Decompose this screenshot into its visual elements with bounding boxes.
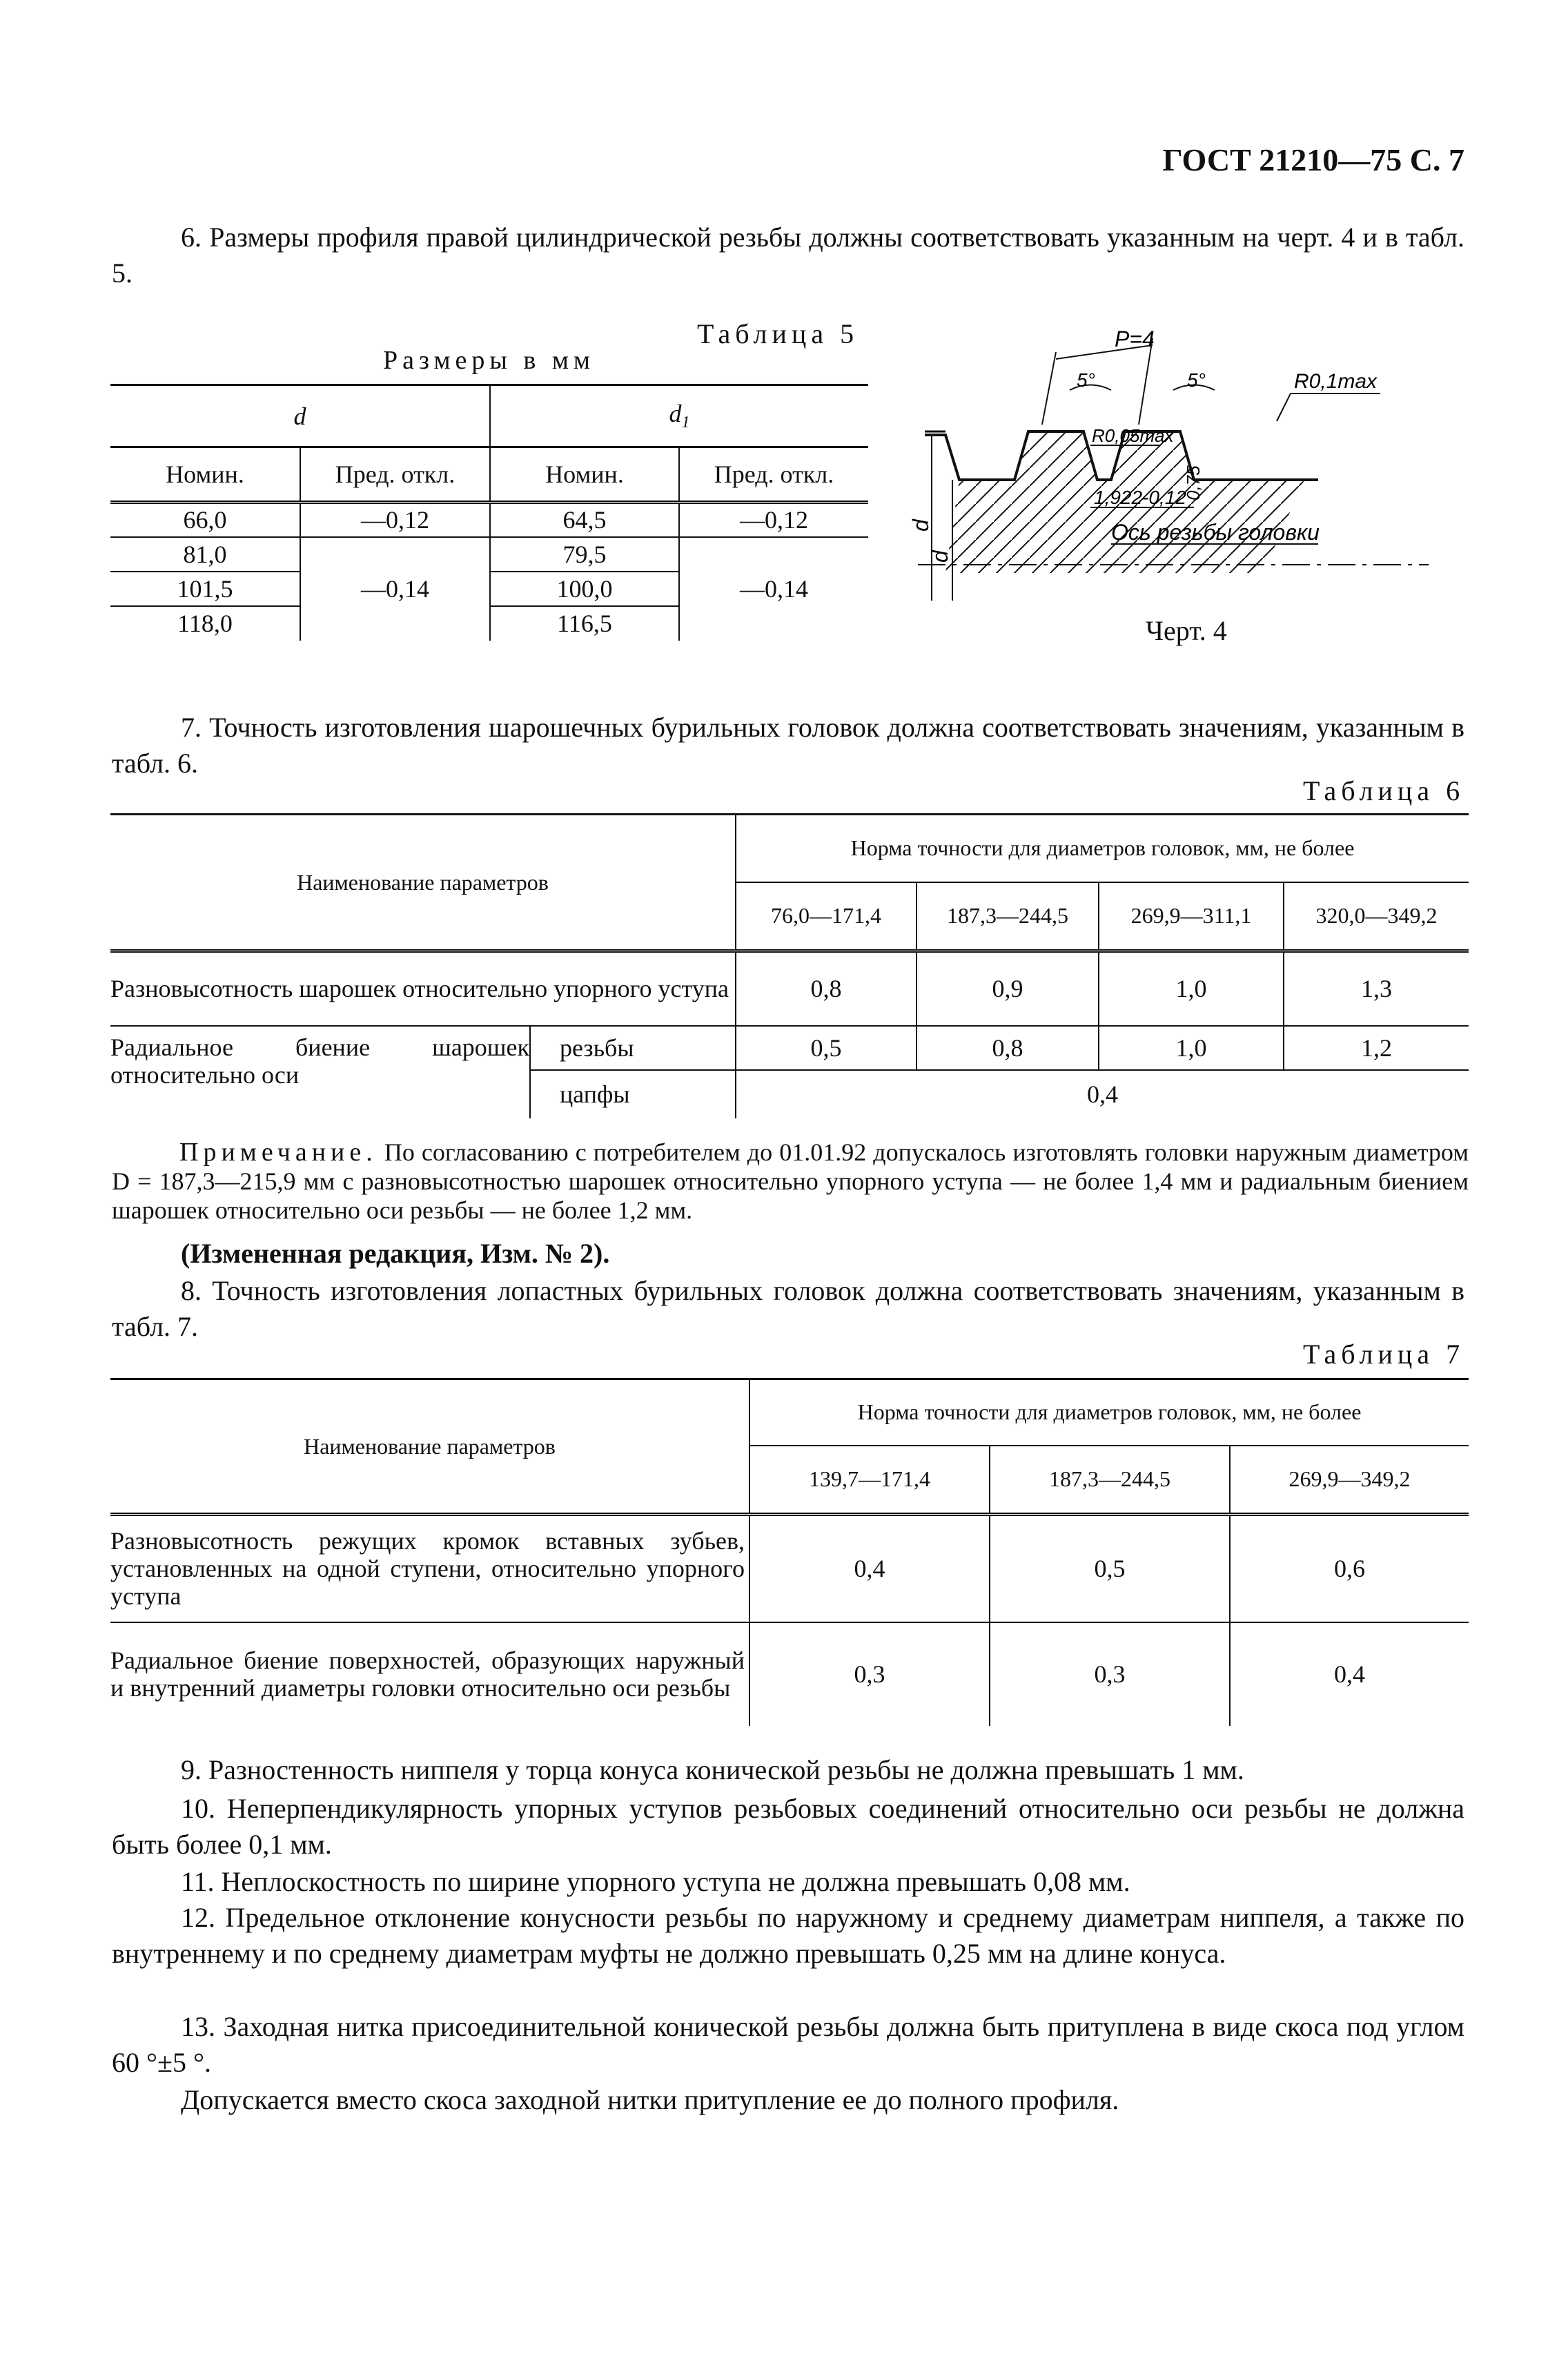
table5-cell: —0,14 [300, 537, 490, 641]
table5-cell: 118,0 [110, 606, 300, 641]
revision-note: (Измененная редакция, Изм. № 2). [181, 1238, 610, 1269]
table5-cell: 64,5 [490, 503, 679, 537]
table6-header-norm: Норма точности для диаметров головок, мм, не более [736, 815, 1469, 882]
table7-row2-label: Радиальное биение поверхностей, образующих наружный и внутренний диаметры головки относительно оси резьбы [110, 1622, 749, 1726]
dim-1922: 1,922-0,12 [1094, 487, 1186, 508]
table5-cell: 81,0 [110, 537, 300, 572]
angle-left: 5° [1077, 369, 1095, 391]
dim-d1: d [928, 550, 952, 563]
table6-cell: 0,9 [917, 951, 1099, 1026]
table5-cell: 66,0 [110, 503, 300, 537]
table5-cell: 79,5 [490, 537, 679, 572]
figure4-caption: Черт. 4 [1146, 615, 1227, 646]
paragraph-10: 10. Неперпендикулярность упорных уступов резьбовых соединений относительно оси резьбы не должна быть более 0,1 мм. [112, 1793, 1464, 1860]
table7-cell: 0,3 [749, 1622, 990, 1726]
table5-header-d1: $d_1$ [669, 400, 690, 432]
table6-row2-label: Радиальное биение шарошек относительно оси [110, 1026, 530, 1118]
table5-cell: —0,12 [679, 503, 868, 537]
angle-right: 5° [1187, 369, 1206, 391]
note-text: По согласованию с потребителем до 01.01.92 допускалось изготовлять головки наружным диаметром D = 187,3—215,9 мм с разновысотностью шарошек относительно упорного уступа — не более 1,4 мм и радиальным биением шарошек относительно оси резьбы — не более 1,2 мм. [112, 1138, 1469, 1224]
table5-subheader: Пред. откл. [714, 460, 834, 488]
table6-cell: 1,3 [1361, 975, 1392, 1003]
table5-header-d: d [110, 385, 490, 447]
pitch-label: P=4 [1115, 327, 1155, 351]
table7-header-norm: Норма точности для диаметров головок, мм, не более [749, 1379, 1469, 1446]
table5-subheader: Номин. [490, 447, 679, 503]
table7-row1-label: Разновысотность режущих кромок вставных зубьев, установленных на одной ступени, относительно упорного уступа [110, 1515, 749, 1622]
table5-cell: —0,12 [300, 503, 490, 537]
table6-range: 269,9—311,1 [1099, 882, 1284, 951]
table5-cell: 101,5 [110, 572, 300, 606]
table6-range: 320,0—349,2 [1315, 903, 1438, 929]
note-label: Примечание. [179, 1138, 378, 1167]
table5-cell: 116,5 [490, 606, 679, 641]
thread-profile-drawing [904, 324, 1429, 601]
table6-range: 76,0—171,4 [736, 882, 917, 951]
table7-cell: 0,4 [1334, 1660, 1365, 1688]
table6-caption: Таблица 6 [1303, 775, 1465, 806]
table6-note [112, 1138, 1469, 1225]
table6-cell-merged: 0,4 [1087, 1080, 1118, 1108]
table5-subheader: Пред. откл. [300, 447, 490, 503]
table6-row2b-sub: цапфы [530, 1070, 736, 1118]
paragraph-13: 13. Заходная нитка присоединительной конической резьбы должна быть притуплена в виде скоса под углом 60 °±5 °. [112, 2011, 1464, 2078]
paragraph-8: 8. Точность изготовления лопастных бурильных головок должна соответствовать значениям, указанным в табл. 7. [112, 1275, 1464, 1342]
page-header: ГОСТ 21210—75 С. 7 [1162, 142, 1464, 177]
table5-subheader: Номин. [110, 447, 300, 503]
table7-range: 139,7—171,4 [749, 1446, 990, 1515]
table7-cell: 0,4 [749, 1515, 990, 1622]
table5-units: Размеры в мм [383, 346, 595, 375]
table6-cell: 1,2 [1284, 1026, 1469, 1070]
table6-cell: 0,5 [736, 1026, 917, 1070]
table7-caption: Таблица 7 [1303, 1339, 1465, 1370]
paragraph-9: 9. Разностенность ниппеля у торца конуса конической резьбы не должна превышать 1 мм. [181, 1754, 1244, 1785]
paragraph-12: 12. Предельное отклонение конусности резьбы по наружному и среднему диаметрам ниппеля, а также по внутреннему и по среднему диаметрам муфты не должно превышать 0,25 мм на длине конуса. [112, 1902, 1464, 1969]
dim-d: d [908, 519, 933, 532]
table7-range: 269,9—349,2 [1288, 1466, 1411, 1492]
table6-cell: 1,0 [1099, 951, 1284, 1026]
table-7 [110, 1378, 1469, 1726]
table6-range: 187,3—244,5 [917, 882, 1099, 951]
table7-range: 187,3—244,5 [990, 1446, 1230, 1515]
radius-small-label: R0,05max [1092, 425, 1174, 446]
table6-row2a-sub: резьбы [530, 1026, 736, 1070]
table5-cell: 100,0 [490, 572, 679, 606]
table6-cell: 0,8 [917, 1026, 1099, 1070]
table7-cell: 0,5 [990, 1515, 1230, 1622]
table7-cell: 0,3 [990, 1622, 1230, 1726]
table6-cell: 0,8 [736, 951, 917, 1026]
table5-cell: —0,14 [740, 575, 808, 603]
radius-max-label: R0,1max [1294, 370, 1378, 393]
table6-row1-label: Разновысотность шарошек относительно упорного уступа [110, 951, 736, 1026]
table5-caption: Таблица 5 [697, 318, 859, 349]
paragraph-7: 7. Точность изготовления шарошечных бурильных головок должна соответствовать значениям, указанным в табл. 6. [112, 712, 1464, 779]
dim-075: 0,75 [1183, 465, 1204, 501]
axis-label: Ось резьбы головки [1111, 520, 1320, 545]
table6-cell: 1,0 [1099, 1026, 1284, 1070]
table6-header-param: Наименование параметров [110, 815, 736, 951]
table7-header-param: Наименование параметров [110, 1379, 749, 1515]
table-5 [110, 384, 868, 641]
table7-cell: 0,6 [1334, 1555, 1365, 1583]
paragraph-14: Допускается вместо скоса заходной нитки притупление ее до полного профиля. [181, 2084, 1119, 2115]
paragraph-6: 6. Размеры профиля правой цилиндрической резьбы должны соответствовать указанным на черт. 4 и в табл. 5. [112, 222, 1464, 289]
paragraph-11: 11. Неплоскостность по ширине упорного уступа не должна превышать 0,08 мм. [181, 1866, 1130, 1897]
table-6 [110, 813, 1469, 1118]
